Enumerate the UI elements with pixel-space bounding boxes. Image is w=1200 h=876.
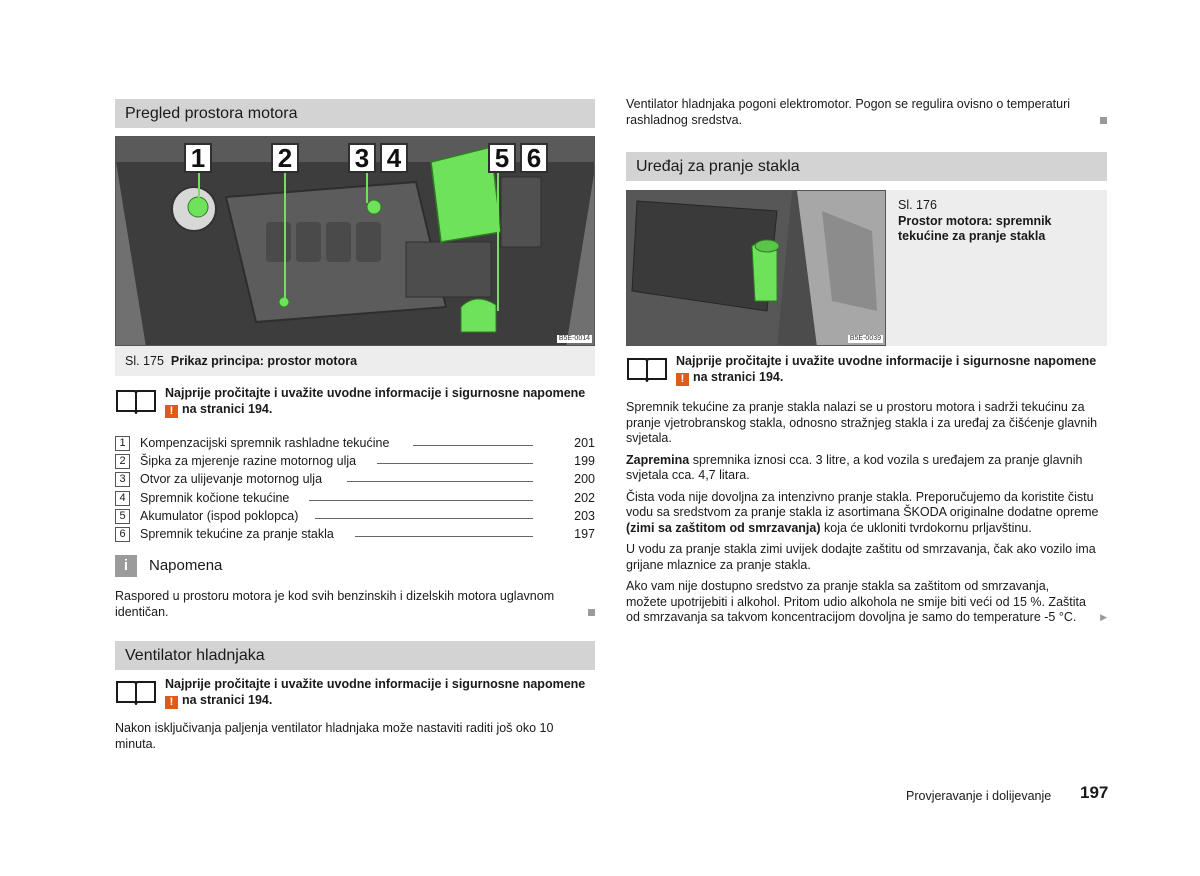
figure-title: Prostor motora: spremnik tekućine za pranje stakla	[898, 213, 1052, 243]
capacity-label: Zapremina	[626, 452, 690, 467]
fluid-text-a: Čista voda nije dovoljna za intenzivno pranje stakla. Preporučujemo da koristite čistu vodu sa sredstvom za pranje stakla iz asortimana ŠKODA originalne dodatne opreme	[626, 489, 1099, 519]
fan-intro-paragraph	[626, 97, 1107, 128]
open-book-icon	[626, 356, 668, 382]
warning-icon: !	[165, 696, 178, 709]
right-column	[626, 97, 1107, 626]
washer-paragraph-4: U vodu za pranje stakla zimi uvijek dodajte zaštitu od smrzavanja, čak ako vozilo ima grijane mlaznice za pranje stakla.	[626, 542, 1096, 572]
note-text	[115, 589, 595, 620]
item-page[interactable]: 200	[574, 472, 595, 487]
capacity-text: spremnika iznosi cca. 3 litre, a kod vozila s uređajem za pranje glavnih svjetala cca. 4,7 litara.	[626, 452, 1083, 482]
section-heading-engine-bay: Pregled prostora motora	[115, 99, 595, 128]
figure-number: Sl. 176	[898, 198, 937, 212]
page-reference-link[interactable]: na stranici 194.	[182, 401, 273, 416]
alcohol-text: Ako vam nije dostupno sredstvo za pranje stakla sa zaštitom od smrzavanja, možete upotrijebiti i alkohol. Pritom udio alkohola ne smije biti veći od 15 %. Zaštita od smrzavanja sa takvom koncentracijom dovoljna je samo do temperature -5 °C.	[626, 579, 1086, 624]
washer-paragraph-1: Spremnik tekućine za pranje stakla nalazi se u prostoru motora i sadrži tekućinu za pranje vjetrobranskog stakla, odnosno stražnjeg stakla i za uređaj za čišćenje glavnih svjetala.	[626, 400, 1098, 445]
fan-intro-text: Ventilator hladnjaka pogoni elektromotor. Pogon se regulira ovisno o temperaturi rashladnog sredstva.	[626, 97, 1071, 127]
item-number: 1	[115, 436, 130, 451]
washer-reservoir-illustration	[627, 191, 886, 346]
callout-3: 3	[348, 143, 376, 173]
safety-notice-2	[115, 677, 595, 711]
page-number: 197	[1080, 783, 1109, 802]
item-page[interactable]: 199	[574, 454, 595, 469]
figure-number: Sl. 175	[125, 354, 164, 368]
list-item	[115, 452, 595, 470]
callout-6: 6	[520, 143, 548, 173]
callout-4: 4	[380, 143, 408, 173]
fluid-text-bold: (zimi sa zaštitom od smrzavanja)	[626, 520, 821, 535]
list-item	[115, 434, 595, 452]
item-number: 2	[115, 454, 130, 469]
note-title: Napomena	[149, 557, 223, 575]
open-book-icon	[115, 388, 157, 414]
fluid-text-b: koja će ukloniti tvrdokornu prljavštinu.	[820, 520, 1032, 535]
item-number: 5	[115, 509, 130, 524]
safety-notice-3	[626, 354, 1107, 388]
leader-line-1	[198, 173, 200, 201]
item-page[interactable]: 202	[574, 490, 595, 505]
callout-1: 1	[184, 143, 212, 173]
page-reference-link[interactable]: na stranici 194.	[693, 369, 784, 384]
figure-175-engine-bay	[115, 136, 595, 346]
item-label: Kompenzacijski spremnik rashladne tekućine	[140, 436, 395, 450]
fan-paragraph: Nakon isključivanja paljenja ventilator hladnjaka može nastaviti raditi još oko 10 minuta.	[115, 721, 554, 751]
list-item	[115, 525, 595, 543]
warning-icon: !	[165, 405, 178, 418]
continue-arrow-icon: ▶	[1100, 612, 1107, 622]
section-heading-radiator-fan: Ventilator hladnjaka	[115, 641, 595, 670]
figure-176-caption	[886, 190, 1107, 346]
section-end-marker	[588, 609, 595, 616]
washer-paragraph-3	[626, 490, 1107, 537]
safety-notice-text: Najprije pročitajte i uvažite uvodne informacije i sigurnosne napomene	[165, 386, 586, 400]
figure-code: B5E-0039	[849, 335, 881, 342]
leader-line-6	[497, 173, 499, 311]
left-column	[115, 99, 595, 752]
section-heading-washer: Uređaj za pranje stakla	[626, 152, 1107, 181]
component-reference-list	[115, 434, 595, 543]
item-label: Spremnik kočione tekućine	[140, 491, 295, 505]
item-number: 4	[115, 491, 130, 506]
item-label: Šipka za mjerenje razine motornog ulja	[140, 454, 362, 468]
item-number: 6	[115, 527, 130, 542]
figure-title: Prikaz principa: prostor motora	[170, 354, 358, 368]
item-number: 3	[115, 472, 130, 487]
figure-176-washer-reservoir	[626, 190, 886, 346]
item-page[interactable]: 197	[574, 526, 595, 541]
section-end-marker	[1100, 117, 1107, 124]
figure-code: B5E-0014	[558, 335, 590, 342]
figure-176-block	[626, 190, 1107, 346]
safety-notice-1	[115, 386, 595, 420]
list-item	[115, 470, 595, 488]
item-label: Spremnik tekućine za pranje stakla	[140, 527, 340, 541]
callout-2: 2	[271, 143, 299, 173]
item-page[interactable]: 203	[574, 508, 595, 523]
list-item	[115, 507, 595, 525]
item-label: Akumulator (ispod poklopca)	[140, 509, 304, 523]
page-reference-link[interactable]: na stranici 194.	[182, 692, 273, 707]
list-item	[115, 489, 595, 507]
item-label: Otvor za ulijevanje motornog ulja	[140, 472, 328, 486]
safety-notice-text: Najprije pročitajte i uvažite uvodne informacije i sigurnosne napomene	[676, 354, 1097, 368]
callout-5: 5	[488, 143, 516, 173]
safety-notice-text: Najprije pročitajte i uvažite uvodne informacije i sigurnosne napomene	[165, 677, 586, 692]
leader-line-3	[366, 173, 368, 203]
warning-icon: !	[676, 373, 689, 386]
figure-175-caption	[115, 346, 595, 376]
footer-chapter: Provjeravanje i dolijevanje	[906, 789, 1052, 803]
note-heading	[115, 555, 595, 579]
open-book-icon	[115, 679, 157, 705]
info-icon: i	[115, 555, 137, 577]
leader-line-2	[284, 173, 286, 298]
washer-paragraph-2	[626, 453, 1107, 484]
note-body: Raspored u prostoru motora je kod svih benzinskih i dizelskih motora uglavnom identičan.	[115, 589, 555, 619]
washer-paragraph-5	[626, 579, 1107, 626]
item-page[interactable]: 201	[574, 436, 595, 450]
